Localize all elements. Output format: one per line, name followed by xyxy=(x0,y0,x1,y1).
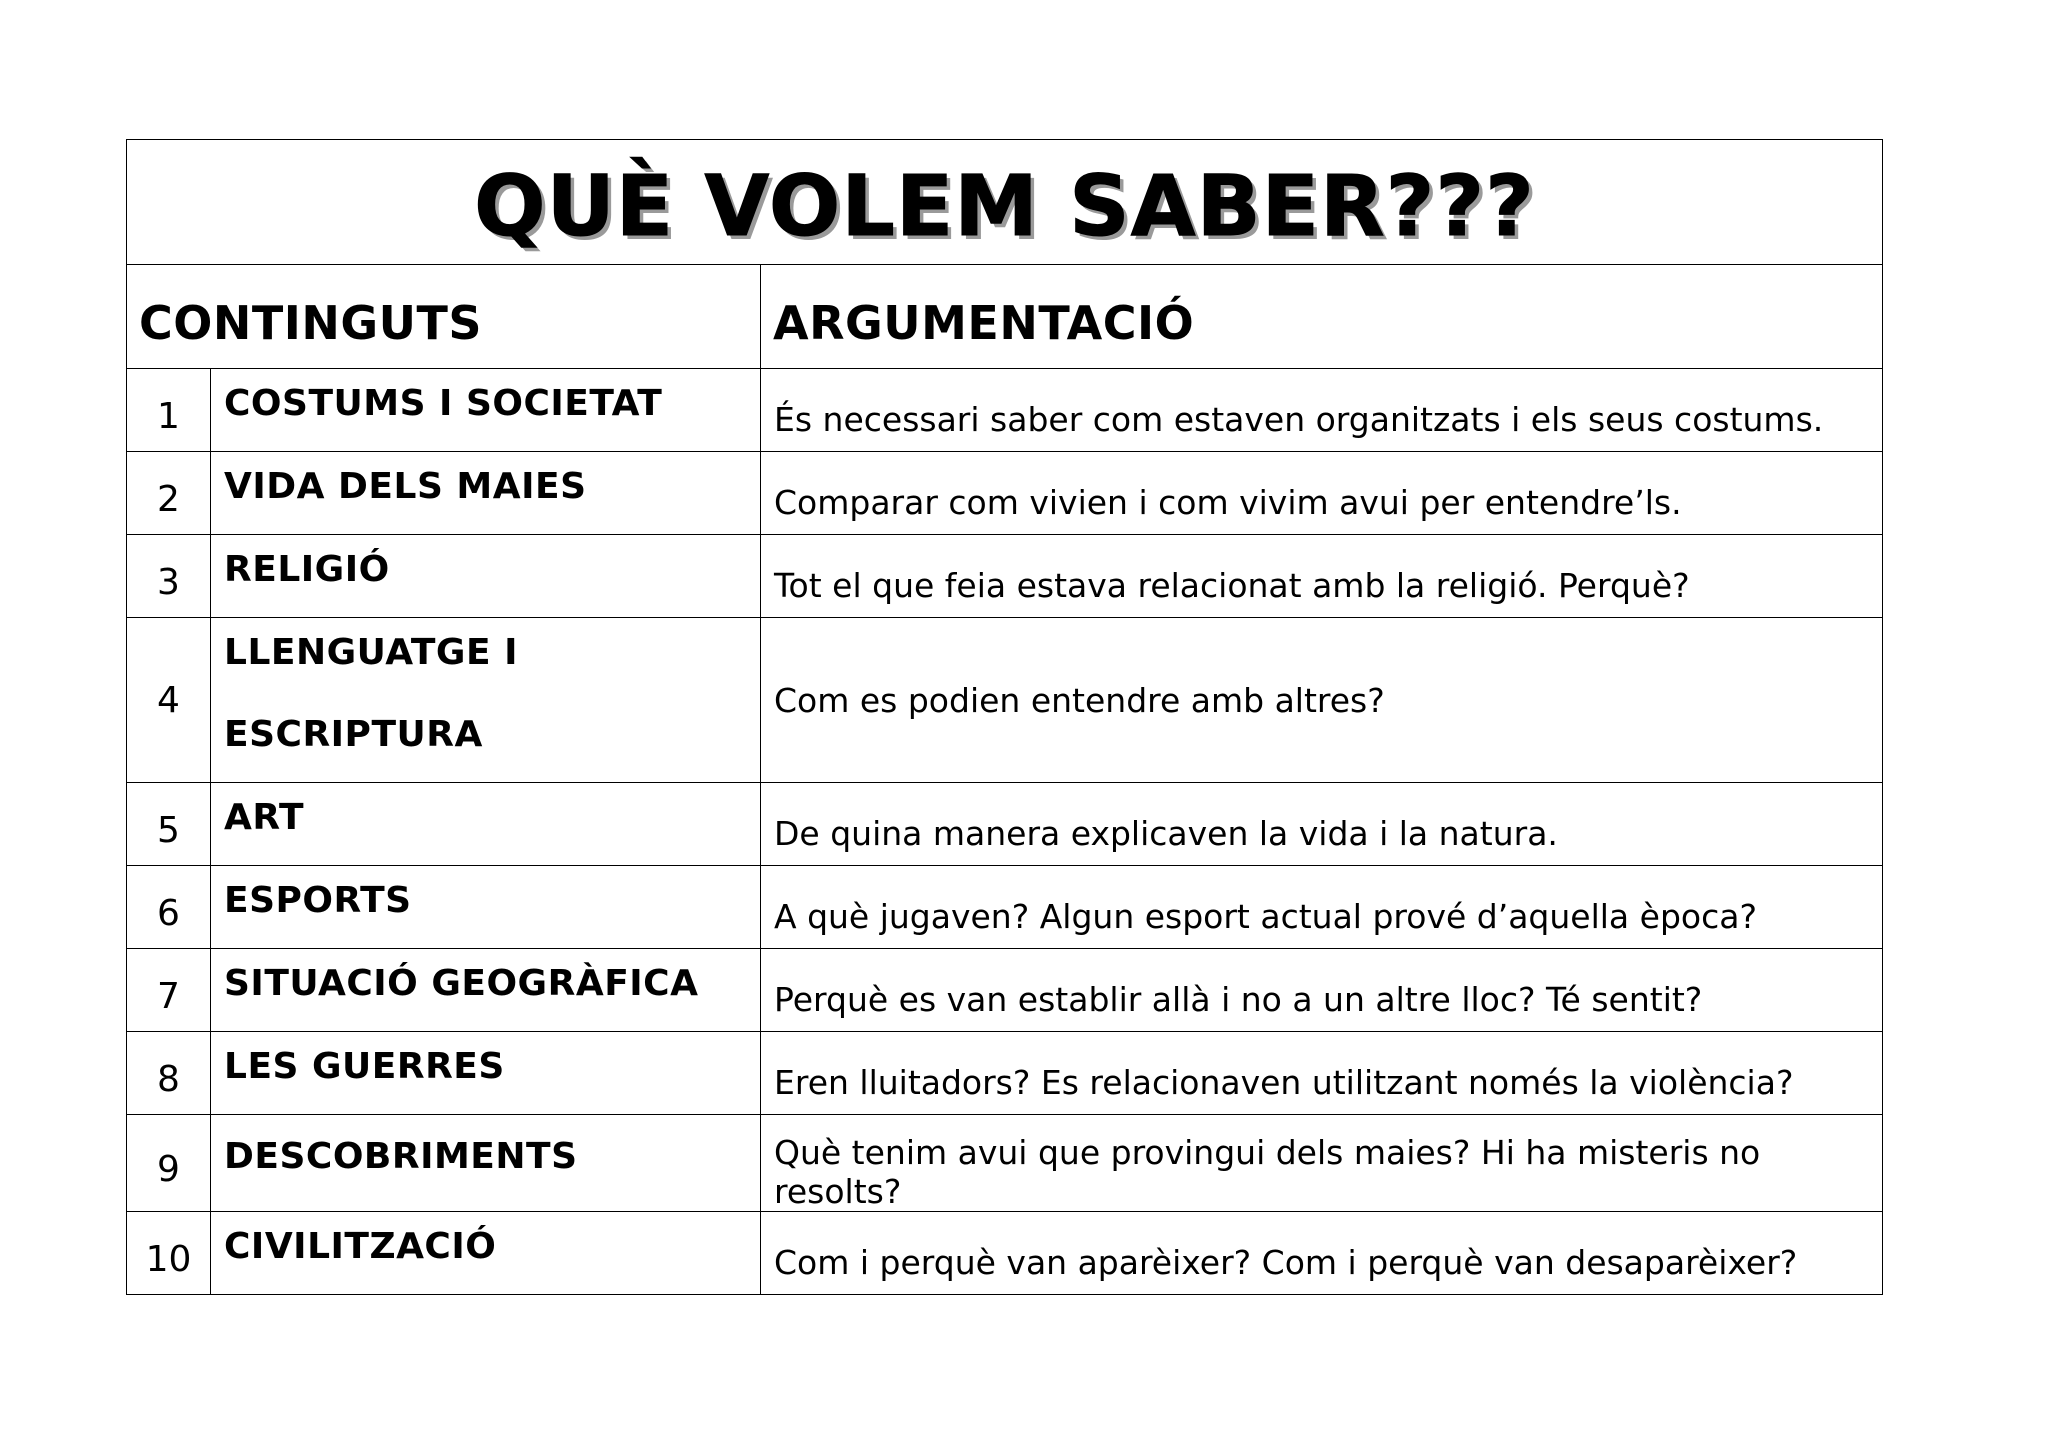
row-topic: VIDA DELS MAIES xyxy=(211,452,761,535)
table-row xyxy=(127,369,1883,452)
table-row xyxy=(127,949,1883,1032)
row-number: 7 xyxy=(127,949,211,1032)
table-row xyxy=(127,1212,1883,1295)
table-row xyxy=(127,1032,1883,1115)
row-topic: ESPORTS xyxy=(211,866,761,949)
row-number: 8 xyxy=(127,1032,211,1115)
row-argument: Eren lluitadors? Es relacionaven utilitzant només la violència? xyxy=(761,1032,1883,1115)
row-number: 1 xyxy=(127,369,211,452)
row-number: 6 xyxy=(127,866,211,949)
row-argument: És necessari saber com estaven organitzats i els seus costums. xyxy=(761,369,1883,452)
row-argument: Què tenim avui que provingui dels maies? Hi ha misteris no resolts? xyxy=(761,1115,1883,1212)
row-argument: Perquè es van establir allà i no a un altre lloc? Té sentit? xyxy=(761,949,1883,1032)
title-cell xyxy=(127,140,1883,265)
row-topic: LES GUERRES xyxy=(211,1032,761,1115)
table-row xyxy=(127,1115,1883,1212)
contents-table xyxy=(126,139,1883,1295)
table-row xyxy=(127,618,1883,783)
row-topic: COSTUMS I SOCIETAT xyxy=(211,369,761,452)
row-number: 4 xyxy=(127,618,211,783)
row-number: 10 xyxy=(127,1212,211,1295)
header-contents: CONTINGUTS xyxy=(139,295,482,350)
row-argument: De quina manera explicaven la vida i la natura. xyxy=(761,783,1883,866)
row-number: 9 xyxy=(127,1115,211,1212)
row-argument: Com es podien entendre amb altres? xyxy=(761,618,1883,783)
row-argument: A què jugaven? Algun esport actual prové d’aquella època? xyxy=(761,866,1883,949)
page-title: QUÈ VOLEM SABER??? xyxy=(474,157,1535,255)
row-topic: CIVILITZACIÓ xyxy=(211,1212,761,1295)
header-argument: ARGUMENTACIÓ xyxy=(773,295,1195,350)
row-topic: RELIGIÓ xyxy=(211,535,761,618)
table-row xyxy=(127,452,1883,535)
row-number: 2 xyxy=(127,452,211,535)
row-topic: ART xyxy=(211,783,761,866)
title-row xyxy=(127,140,1883,265)
row-number: 3 xyxy=(127,535,211,618)
row-argument: Tot el que feia estava relacionat amb la religió. Perquè? xyxy=(761,535,1883,618)
row-argument: Com i perquè van aparèixer? Com i perquè van desaparèixer? xyxy=(761,1212,1883,1295)
row-number: 5 xyxy=(127,783,211,866)
row-topic: DESCOBRIMENTS xyxy=(211,1115,761,1212)
table-row xyxy=(127,866,1883,949)
row-topic: LLENGUATGE I ESCRIPTURA xyxy=(211,618,761,783)
row-topic: SITUACIÓ GEOGRÀFICA xyxy=(211,949,761,1032)
row-argument: Comparar com vivien i com vivim avui per entendre’ls. xyxy=(761,452,1883,535)
header-argument-cell xyxy=(761,265,1883,369)
